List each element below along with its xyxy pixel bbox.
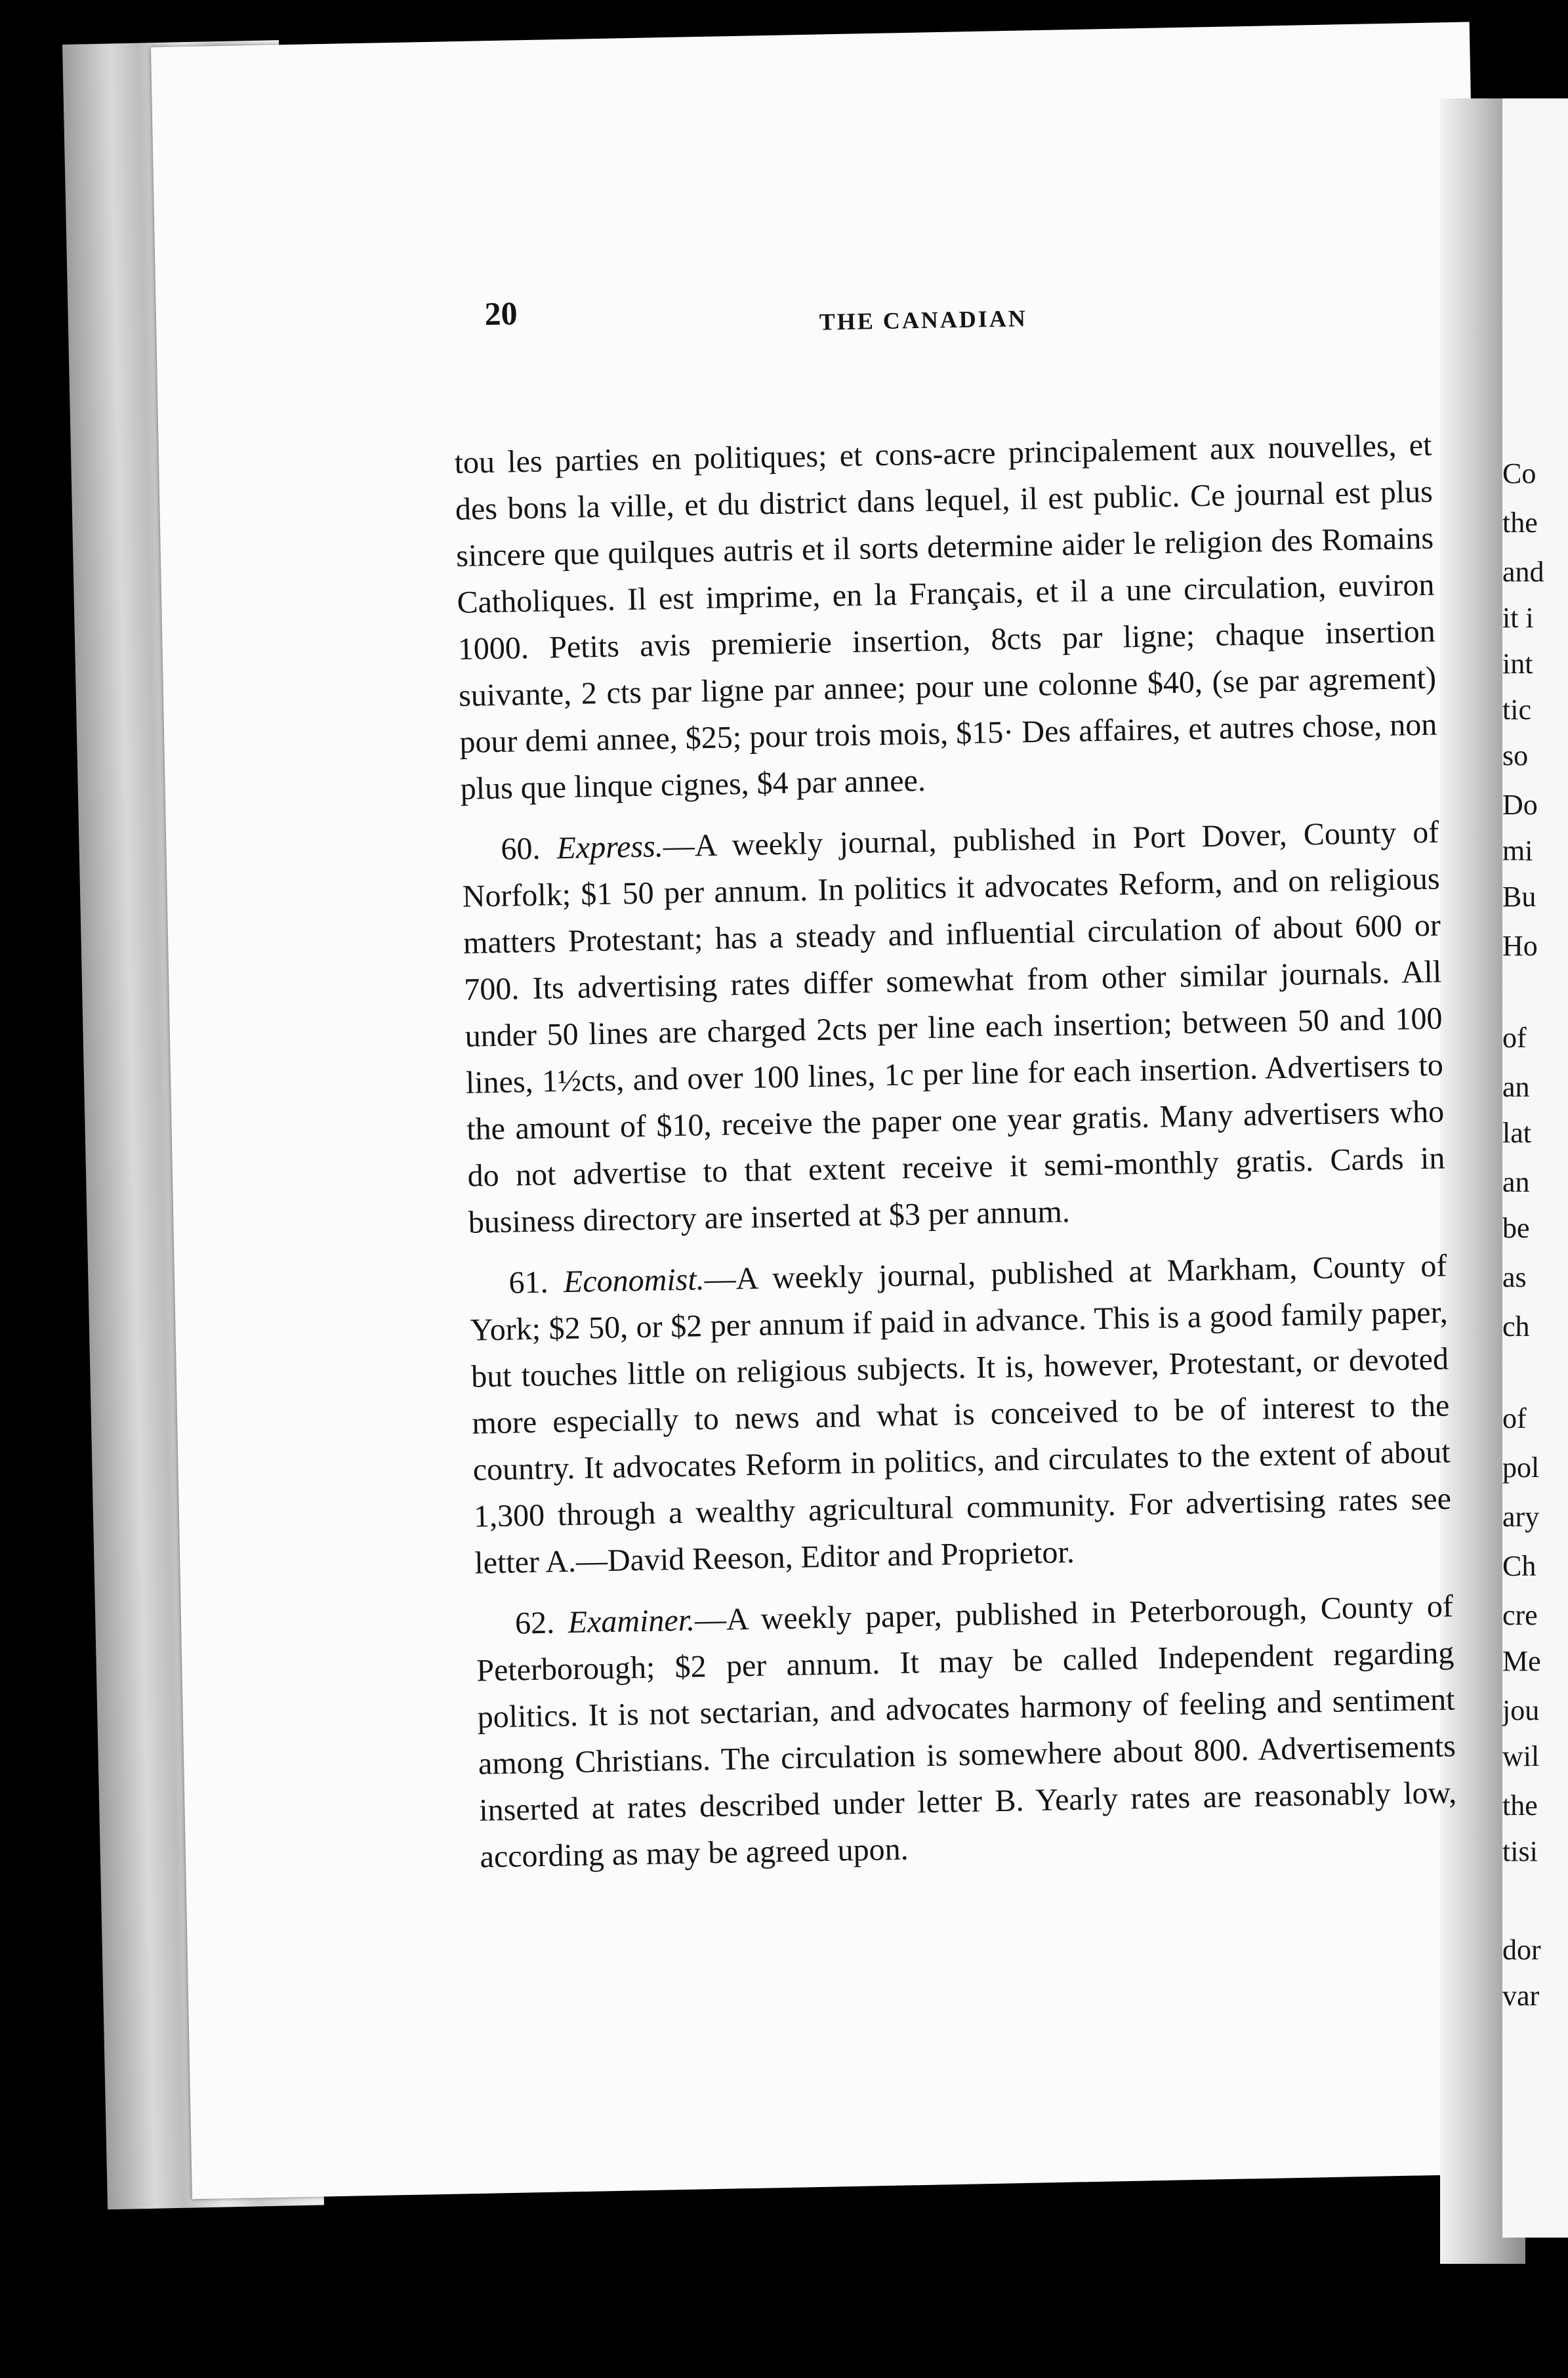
entry-title: Examiner. <box>567 1602 695 1640</box>
entry-title: Economist. <box>563 1262 705 1300</box>
facing-fragment: lat <box>1502 1117 1531 1149</box>
facing-fragment: cre <box>1502 1599 1538 1631</box>
facing-fragment: Me <box>1502 1645 1541 1677</box>
facing-fragment: Ho <box>1502 930 1538 962</box>
facing-fragment: pol <box>1502 1451 1540 1484</box>
facing-page <box>1502 98 1568 2238</box>
facing-fragment: Bu <box>1502 881 1537 913</box>
facing-fragment: as <box>1502 1261 1527 1293</box>
entry-body: —A weekly journal, published in Port Dover, County of Norfolk; $1 50 per annum. In politics it advocates Reform, and on religious matters Protestant; has a steady and influential circulation of about 600 or 700. Its advertising rates differ somewhat from other similar journals. All under 50 lines are charged 2cts per line each insertion; between 50 and 100 lines, 1½cts, and over 100 lines, 1c per line for each insertion. Advertisers to the amount of $10, receive the paper one year gratis. Many advertisers who do not advertise to that extent receive it semi-monthly gratis. Cards in business directory are inserted at $3 per annum. <box>462 814 1445 1240</box>
facing-fragment: tisi <box>1502 1835 1538 1867</box>
facing-fragment: tic <box>1502 694 1531 726</box>
facing-fragment: and <box>1502 556 1544 588</box>
entry-61 <box>469 1242 1453 1586</box>
facing-fragment: an <box>1502 1071 1530 1103</box>
facing-fragment: an <box>1502 1166 1530 1198</box>
facing-fragment: var <box>1502 1980 1540 2012</box>
entry-number: 62. <box>514 1605 555 1641</box>
entry-number: 61. <box>508 1264 549 1301</box>
facing-fragment: the <box>1502 1789 1538 1822</box>
facing-fragment: of <box>1502 1022 1527 1054</box>
entry-60 <box>461 809 1446 1246</box>
facing-fragment: wil <box>1502 1740 1540 1772</box>
facing-fragment: jou <box>1502 1694 1540 1726</box>
page-text <box>453 295 1458 1895</box>
facing-fragment: ch <box>1502 1310 1530 1343</box>
facing-fragment: dor <box>1502 1934 1541 1966</box>
entry-number: 60. <box>500 831 541 867</box>
page-number: 20 <box>484 295 518 333</box>
facing-fragment: ary <box>1502 1501 1540 1533</box>
facing-fragment: so <box>1502 740 1529 772</box>
entry-title: Express. <box>556 829 664 866</box>
facing-fragment: Co <box>1502 457 1537 490</box>
facing-fragment: of <box>1502 1402 1527 1434</box>
entry-body: —A weekly journal, published at Markham, County of York; $2 50, or $2 per annum if paid in advance. This is a good family paper, but touches little on religious subjects. It is, however, Protestant, or devoted more especially to news and what is conceived to be of interest to the country. It advocates Reform in politics, and circulates to the extent of about 1,300 through a wealthy agricultural community. For advertising rates see letter A.—David Reeson, Editor and Proprietor. <box>470 1248 1452 1581</box>
facing-fragment: Ch <box>1502 1550 1537 1582</box>
continuation-paragraph: tou les parties en politiques; et cons-acre principalement aux nouvelles, et des bons la ville, et du district dans lequel, il est public. Ce journal est plus sincere que quilques autris et il sorts determine aider le religion des Romains Catholiques. Il est imprime, en la Français, et il a une circulation, euviron 1000. Petits avis premierie insertion, 8cts par ligne; chaque insertion suivante, 2 cts par ligne par annee; pour une colonne $40, (se par agrement) pour demi annee, $25; pour trois mois, $15· Des affaires, et autres chose, non plus que linque cignes, $4 par annee. <box>454 427 1437 806</box>
facing-fragment: the <box>1502 507 1538 539</box>
facing-fragment: Do <box>1502 789 1538 821</box>
facing-fragment: mi <box>1502 835 1533 867</box>
facing-fragment: be <box>1502 1212 1530 1244</box>
running-head: THE CANADIAN <box>819 304 1028 335</box>
entry-62 <box>475 1583 1458 1880</box>
facing-fragment: it i <box>1502 602 1534 634</box>
entry-body: —A weekly paper, published in Peterborough, County of Peterborough; $2 per annum. It may be called Independent regarding politics. It is not sectarian, and advocates harmony of feeling and sentiment among Christians. The circulation is somewhere about 800. Advertisements inserted at rates described under letter B. Yearly rates are reasonably low, according as may be agreed upon. <box>476 1589 1457 1875</box>
facing-fragment: int <box>1502 648 1533 680</box>
